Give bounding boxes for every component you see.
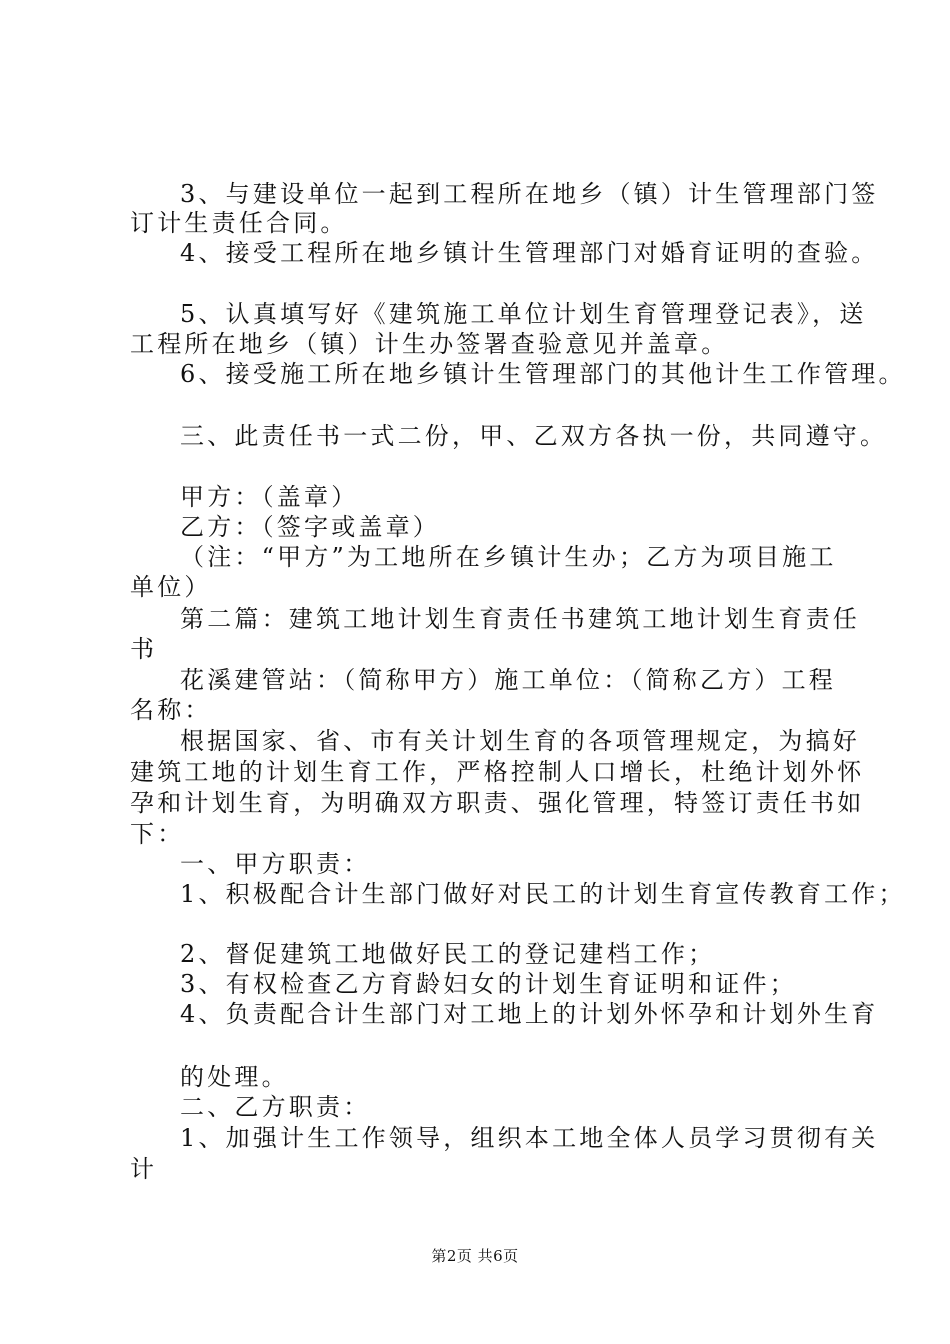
text-line: 3、与建设单位一起到工程所在地乡（镇）计生管理部门签	[180, 180, 879, 208]
text-line: 的处理。	[180, 1063, 289, 1091]
text-line: 建筑工地的计划生育工作，严格控制人口增长，杜绝计划外怀	[130, 758, 865, 786]
section-heading: 第二篇：建筑工地计划生育责任书建筑工地计划生育责任	[180, 605, 860, 633]
text-line: 根据国家、省、市有关计划生育的各项管理规定，为搞好	[180, 727, 860, 755]
text-line: 4、接受工程所在地乡镇计生管理部门对婚育证明的查验。	[180, 239, 879, 267]
text-line: 3、有权检查乙方育龄妇女的计划生育证明和证件；	[180, 970, 797, 998]
page-footer: 第2页 共6页	[431, 1247, 519, 1265]
text-line: 花溪建管站：（简称甲方）施工单位：（简称乙方）工程	[180, 666, 836, 694]
text-line: 一、甲方职责：	[180, 850, 371, 878]
text-line: 三、此责任书一式二份，甲、乙双方各执一份，共同遵守。	[180, 422, 888, 450]
text-line: 4、负责配合计生部门对工地上的计划外怀孕和计划外生育	[180, 1000, 879, 1028]
text-line: （注：“甲方”为工地所在乡镇计生办；乙方为项目施工	[180, 543, 837, 571]
text-line: 6、接受施工所在地乡镇计生管理部门的其他计生工作管理。	[180, 360, 906, 388]
text-line: 甲方：（盖章）	[180, 483, 359, 511]
text-line: 书	[130, 635, 158, 663]
text-line: 单位）	[130, 573, 212, 601]
text-line: 孕和计划生育，为明确双方职责、强化管理，特签订责任书如	[130, 789, 865, 817]
text-line: 二、乙方职责：	[180, 1093, 371, 1121]
text-line: 1、积极配合计生部门做好对民工的计划生育宣传教育工作；	[180, 880, 906, 908]
text-line: 下：	[130, 820, 185, 848]
text-line: 5、认真填写好《建筑施工单位计划生育管理登记表》，送	[180, 300, 867, 328]
text-line: 名称：	[130, 696, 212, 724]
text-line: 1、加强计生工作领导，组织本工地全体人员学习贯彻有关	[180, 1124, 879, 1152]
text-line: 订计生责任合同。	[130, 209, 348, 237]
text-line: 乙方：（签字或盖章）	[180, 513, 440, 541]
text-line: 计	[130, 1155, 158, 1183]
text-line: 2、督促建筑工地做好民工的登记建档工作；	[180, 940, 716, 968]
text-line: 工程所在地乡（镇）计生办签署查验意见并盖章。	[130, 330, 729, 358]
